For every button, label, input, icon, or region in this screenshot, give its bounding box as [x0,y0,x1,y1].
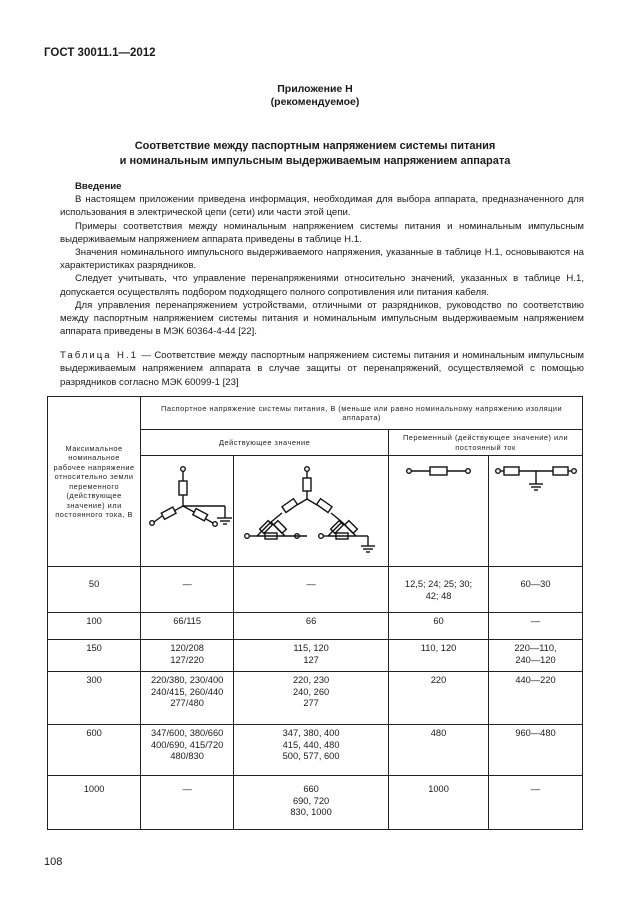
single-phase-3wire-cell: 220—110, 240—120 [489,640,583,672]
max-voltage-header: Максимальное номинальное рабочее напряжение относительно земли переменного (действующее значение) или постоянного тока, В [48,397,141,567]
annex-status: (рекомендуемое) [270,96,360,108]
diagram-three-phase-delta [234,456,389,567]
max-voltage-cell: 100 [48,613,141,640]
three-phase-3wire-cell: 220, 230 240, 260 277 [234,672,389,725]
max-voltage-cell: 50 [48,567,141,613]
page-number: 108 [44,856,63,868]
three-phase-4wire-cell: 66/115 [141,613,234,640]
max-voltage-cell: 150 [48,640,141,672]
three-phase-3wire-cell: 660 690, 720 830, 1000 [234,776,389,830]
annex-title: Приложение Н [277,83,353,95]
three-phase-4wire-cell: — [141,567,234,613]
single-line-diagram [390,456,488,562]
single-phase-2wire-cell: 1000 [389,776,489,830]
intro-section [60,180,584,338]
table-row [48,640,583,672]
three-phase-4wire-cell: 347/600, 380/660 400/690, 415/720 480/830 [141,725,234,776]
three-phase-3wire-cell: 66 [234,613,389,640]
three-phase-4wire-cell: — [141,776,234,830]
diagram-single-resistor [389,456,489,567]
diagram-grounded-midpoint [489,456,583,567]
single-phase-3wire-cell: 960—480 [489,725,583,776]
single-phase-2wire-cell: 480 [389,725,489,776]
rms-subheader: Действующее значение [141,430,389,456]
table-row [48,567,583,613]
intro-paragraph: В настоящем приложении приведена информация, необходимая для выбора аппарата, предназначенного для использования в электрической цепи (сети) или части этой цепи. [60,194,584,219]
document-id: ГОСТ 30011.1—2012 [44,47,156,59]
grounded-midpoint-diagram [490,456,582,562]
single-phase-3wire-cell: — [489,613,583,640]
single-phase-2wire-cell: 220 [389,672,489,725]
single-phase-3wire-cell: 440—220 [489,672,583,725]
table-caption-label: Таблица Н.1 [60,350,138,361]
single-phase-2wire-cell: 60 [389,613,489,640]
three-phase-4wire-cell: 220/380, 230/400 240/415, 260/440 277/480 [141,672,234,725]
diagram-three-phase-star [141,456,234,567]
voltage-table [47,396,583,830]
intro-paragraph: Значения номинального импульсного выдерживаемого напряжения, указанные в таблице Н.1, основываются на характеристиках разрядников. [60,247,584,272]
table-row [48,776,583,830]
max-voltage-cell: 1000 [48,776,141,830]
ac-dc-subheader: Переменный (действующее значение) или постоянный ток [389,430,583,456]
heading-line-1: Соответствие между паспортным напряжением системы питания [134,140,496,152]
table-row [48,672,583,725]
single-phase-2wire-cell: 12,5; 24; 25; 30; 42; 48 [389,567,489,613]
table-row [48,725,583,776]
intro-paragraph: Примеры соответствия между номинальным напряжением системы питания и номинальным импульсным выдерживаемым напряжением аппарата приведены в таблице Н.1. [60,220,584,245]
table-caption-text: — Соответствие между паспортным напряжением системы питания и номинальным импульсным выдерживаемым напряжением аппарата в случае защиты от перенапряжений, осуществляемой с помощью разрядников согласно МЭК 60099-1 [23] [60,350,584,388]
group-header: Паспортное напряжение системы питания, В (меньше или равно номинальному напряжению изоляции аппарата) [141,397,583,430]
star-connection-diagram [142,456,232,562]
intro-paragraph: Следует учитывать, что управление перенапряжениями относительно значений, указанных в таблице Н.1, допускается осуществлять подбором подходящего полного сопротивления или питания кабеля. [60,273,584,298]
delta-connection-diagram [235,456,387,562]
heading-line-2: и номинальным импульсным выдерживаемым напряжением аппарата [119,155,511,167]
three-phase-4wire-cell: 120/208 127/220 [141,640,234,672]
intro-paragraph: Для управления перенапряжением устройствами, отличными от разрядников, руководство по соответствию между паспортным напряжением системы питания и номинальным импульсным выдерживаемым напряжением аппарата приведены в МЭК 60364-4-44 [22]. [60,299,584,338]
single-phase-3wire-cell: 60—30 [489,567,583,613]
single-phase-2wire-cell: 110, 120 [389,640,489,672]
max-voltage-cell: 300 [48,672,141,725]
table-row [48,613,583,640]
single-phase-3wire-cell: — [489,776,583,830]
three-phase-3wire-cell: 347, 380, 400 415, 440, 480 500, 577, 600 [234,725,389,776]
table-caption [60,349,584,389]
max-voltage-cell: 600 [48,725,141,776]
three-phase-3wire-cell: — [234,567,389,613]
three-phase-3wire-cell: 115, 120 127 [234,640,389,672]
intro-label: Введение [75,181,122,192]
